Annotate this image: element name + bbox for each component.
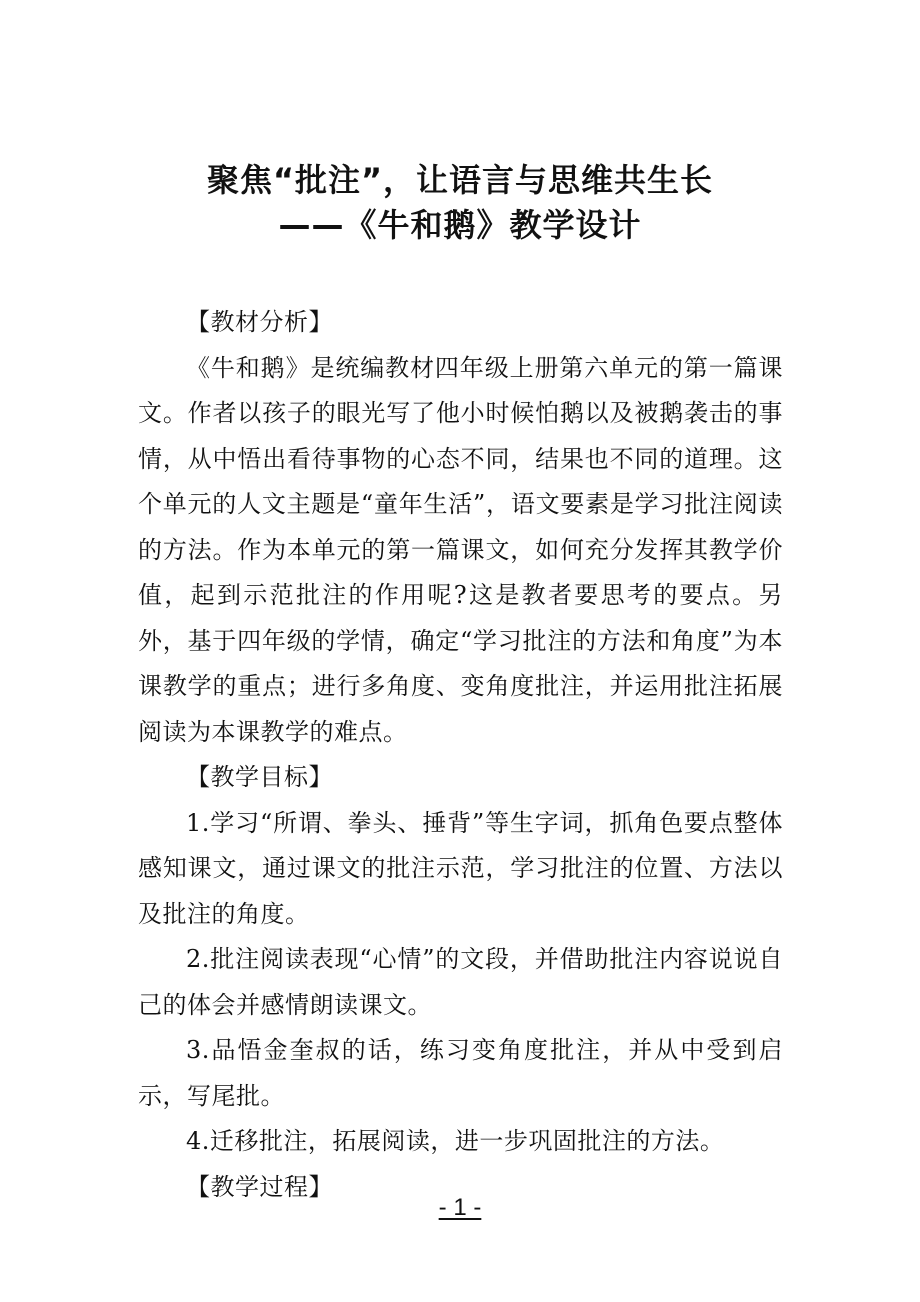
- page-number: [0, 1192, 920, 1224]
- document-subtitle: ——《牛和鹅》教学设计: [278, 206, 642, 244]
- section-heading-analysis: 【教材分析】: [186, 308, 333, 336]
- document-body: [138, 300, 783, 1210]
- goal-item-3: 3.品悟金奎叔的话，练习变角度批注，并从中受到启示，写尾批。: [138, 1036, 783, 1110]
- goal-item-4: 4.迁移批注，拓展阅读，进一步巩固批注的方法。: [186, 1127, 725, 1155]
- goal-item-1: 1.学习“所谓、拳头、捶背”等生字词，抓角色要点整体感知课文，通过课文的批注示范，学习批注的位置、方法以及批注的角度。: [138, 808, 783, 928]
- section-heading-process: 【教学过程】: [186, 1172, 333, 1201]
- analysis-paragraph: 《牛和鹅》是统编教材四年级上册第六单元的第一篇课文。作者以孩子的眼光写了他小时候怕鹅以及被鹅袭击的事情，从中悟出看待事物的心态不同，结果也不同的道理。这个单元的人文主题是“童年生活”，语文要素是学习批注阅读的方法。作为本单元的第一篇课文，如何充分发挥其教学价值，起到示范批注的作用呢?这是教者要思考的要点。另外，基于四年级的学情，确定“学习批注的方法和角度”为本课教学的重点；进行多角度、变角度批注，并运用批注拓展阅读为本课教学的难点。: [138, 353, 783, 746]
- document-title: 聚焦“批注”，让语言与思维共生长: [206, 161, 714, 199]
- section-heading-goals: 【教学目标】: [186, 763, 333, 791]
- page-number-text: - 1 -: [438, 1194, 482, 1221]
- goal-item-2: 2.批注阅读表现“心情”的文段，并借助批注内容说说自己的体会并感情朗读课文。: [138, 945, 783, 1019]
